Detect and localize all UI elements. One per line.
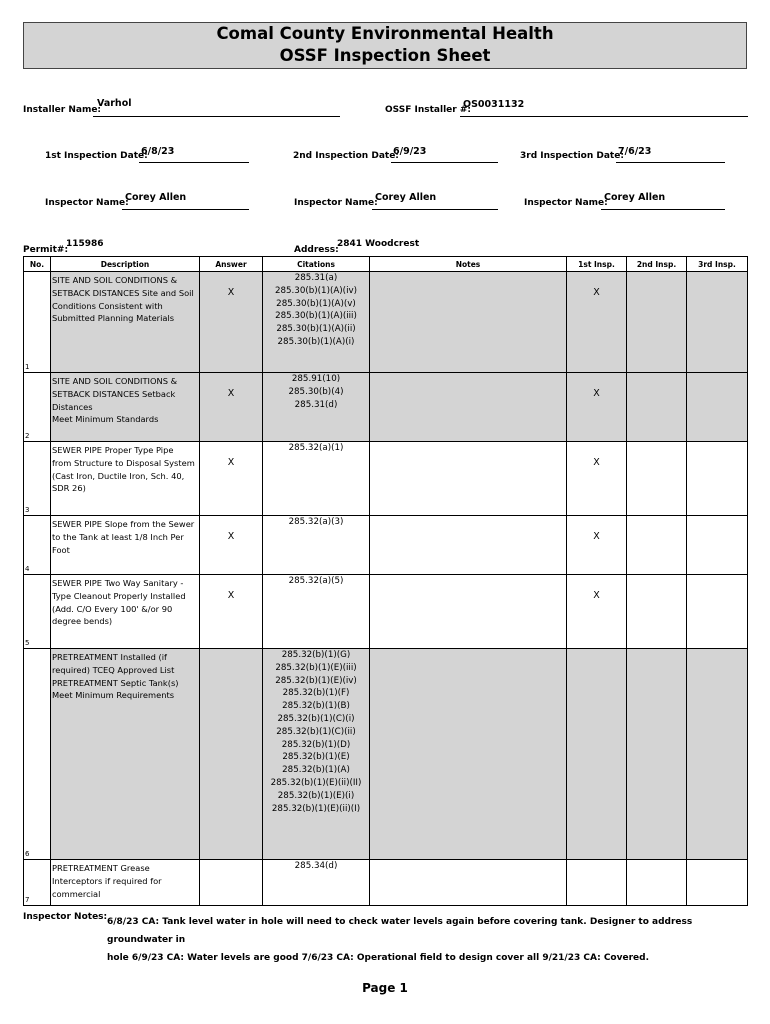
- row-number-cell: [24, 649, 51, 860]
- answer-mark: X: [227, 457, 235, 468]
- citation: 285.31(a): [294, 273, 338, 283]
- description-line: SEWER PIPE Slope from the Sewer: [52, 519, 195, 529]
- second-inspection-date-value[interactable]: 6/9/23: [393, 146, 427, 157]
- description-line: Distances: [52, 401, 93, 412]
- first-insp-mark: X: [593, 388, 600, 399]
- address-label: Address:: [294, 245, 339, 255]
- permit-label: Permit#:: [23, 245, 69, 255]
- third-insp-cell[interactable]: [687, 373, 748, 442]
- description-line: Foot: [52, 544, 70, 555]
- answer-cell[interactable]: [200, 575, 263, 649]
- citation: 285.30(b)(1)(A)(ii): [276, 324, 356, 335]
- first-inspector-name-value[interactable]: Corey Allen: [125, 192, 187, 203]
- installer-number-line: [460, 116, 748, 117]
- second-inspector-name-label: Inspector Name:: [294, 198, 378, 208]
- description-line: PRETREATMENT Septic Tank(s): [52, 677, 179, 688]
- description-line: Interceptors if required for: [52, 875, 162, 886]
- third-insp-cell[interactable]: [687, 272, 748, 373]
- citation: 285.32(b)(1)(G): [281, 650, 351, 660]
- description-line: Type Cleanout Properly Installed: [52, 590, 186, 601]
- third-insp-cell[interactable]: [687, 860, 748, 906]
- row-number-cell: [24, 442, 51, 516]
- title-county: Comal County Environmental Health: [216, 24, 554, 43]
- notes-cell[interactable]: [370, 272, 567, 373]
- header-description: Description: [51, 257, 200, 272]
- first-insp-cell[interactable]: [567, 442, 627, 516]
- notes-cell[interactable]: [370, 649, 567, 860]
- second-insp-cell[interactable]: [627, 442, 687, 516]
- citation: 285.34(d): [294, 861, 338, 871]
- notes-cell[interactable]: [370, 442, 567, 516]
- installer-name-value[interactable]: Varhol: [97, 98, 132, 109]
- second-inspector-name-line: [372, 209, 498, 210]
- third-inspector-name-value[interactable]: Corey Allen: [604, 192, 666, 203]
- citation: 285.32(b)(1)(B): [282, 701, 350, 712]
- inspector-notes-label: Inspector Notes:: [23, 912, 108, 922]
- citations-cell: [263, 373, 370, 442]
- header-answer: Answer: [200, 257, 263, 272]
- citations-cell: [263, 272, 370, 373]
- header-notes: Notes: [370, 257, 567, 272]
- notes-cell[interactable]: [370, 575, 567, 649]
- answer-mark: X: [227, 287, 235, 298]
- citations-cell: [263, 575, 370, 649]
- second-inspection-date-label: 2nd Inspection Date:: [293, 151, 399, 161]
- description-cell: [51, 272, 200, 373]
- inspector-notes-line1: 6/8/23 CA: Tank level water in hole will need to check water levels again before covering tank. Designer to address groundwater in: [107, 917, 693, 945]
- citation: 285.91(10): [291, 374, 341, 384]
- description-line: (Add. C/O Every 100' &/or 90: [52, 603, 173, 614]
- row-number-cell: [24, 516, 51, 575]
- first-insp-cell[interactable]: [567, 373, 627, 442]
- answer-cell[interactable]: [200, 860, 263, 906]
- citations-cell: [263, 516, 370, 575]
- third-inspection-date-value[interactable]: 7/6/23: [618, 146, 652, 157]
- table-row: [24, 442, 748, 516]
- third-inspector-name-label: Inspector Name:: [524, 198, 608, 208]
- answer-cell[interactable]: [200, 272, 263, 373]
- second-insp-cell[interactable]: [627, 516, 687, 575]
- row-number: 4: [25, 565, 30, 573]
- citation: 285.32(b)(1)(C)(i): [277, 713, 355, 724]
- inspection-table: [23, 256, 748, 906]
- citation: 285.32(b)(1)(E)(iv): [275, 675, 357, 686]
- description-line: PRETREATMENT Grease: [52, 863, 150, 873]
- citation: 285.32(a)(3): [288, 517, 344, 527]
- second-inspector-name-value[interactable]: Corey Allen: [375, 192, 437, 203]
- third-inspection-date-label: 3rd Inspection Date:: [520, 151, 624, 161]
- first-inspector-name-line: [122, 209, 249, 210]
- row-number: 1: [25, 363, 30, 371]
- inspector-notes-text: [107, 913, 727, 967]
- answer-mark: X: [227, 388, 235, 399]
- citations-cell: [263, 442, 370, 516]
- citation: 285.32(b)(1)(E)(ii)(I): [271, 803, 361, 814]
- table-row: [24, 649, 748, 860]
- citation: 285.32(a)(5): [288, 576, 344, 586]
- first-insp-mark: X: [593, 531, 600, 542]
- description-line: degree bends): [52, 616, 113, 627]
- answer-cell[interactable]: [200, 649, 263, 860]
- second-insp-cell[interactable]: [627, 860, 687, 906]
- description-line: required) TCEQ Approved List: [52, 664, 175, 675]
- citation: 285.32(a)(1): [288, 443, 344, 453]
- citation: 285.30(b)(1)(A)(iv): [274, 285, 358, 296]
- citations-cell: [263, 860, 370, 906]
- description-cell: [51, 373, 200, 442]
- citation: 285.30(b)(1)(A)(i): [277, 336, 355, 347]
- title-box: [23, 22, 747, 69]
- description-line: SITE AND SOIL CONDITIONS &: [52, 275, 178, 285]
- installer-name-line: [93, 116, 340, 117]
- first-insp-cell[interactable]: [567, 516, 627, 575]
- citation: 285.32(b)(1)(C)(ii): [276, 726, 356, 737]
- description-cell: [51, 442, 200, 516]
- description-line: SETBACK DISTANCES Site and Soil: [52, 287, 194, 298]
- header-no: No.: [24, 257, 51, 272]
- row-number: 3: [25, 506, 30, 514]
- second-inspection-date-line: [391, 162, 498, 163]
- first-inspection-date-value[interactable]: 6/8/23: [141, 146, 175, 157]
- row-number-cell: [24, 860, 51, 906]
- third-insp-cell[interactable]: [687, 442, 748, 516]
- description-line: (Cast Iron, Ductile Iron, Sch. 40,: [52, 470, 185, 481]
- installer-name-label: Installer Name:: [23, 105, 102, 115]
- first-insp-cell[interactable]: [567, 649, 627, 860]
- description-cell: [51, 860, 200, 906]
- third-insp-cell[interactable]: [687, 516, 748, 575]
- description-line: Conditions Consistent with: [52, 300, 163, 311]
- answer-mark: X: [227, 590, 235, 601]
- installer-number-label: OSSF Installer #:: [385, 105, 471, 115]
- row-number-cell: [24, 272, 51, 373]
- row-number-cell: [24, 373, 51, 442]
- table-row: [24, 860, 748, 906]
- description-line: Meet Minimum Standards: [52, 414, 159, 425]
- citation: 285.32(b)(1)(E)(i): [277, 790, 355, 801]
- header-third-insp: 3rd Insp.: [687, 257, 748, 272]
- first-insp-mark: X: [593, 590, 600, 601]
- title-sheet: OSSF Inspection Sheet: [279, 46, 491, 65]
- second-insp-cell[interactable]: [627, 373, 687, 442]
- description-line: Submitted Planning Materials: [52, 313, 175, 324]
- row-number: 5: [25, 639, 30, 647]
- description-cell: [51, 575, 200, 649]
- third-insp-cell[interactable]: [687, 649, 748, 860]
- first-insp-cell[interactable]: [567, 860, 627, 906]
- notes-cell[interactable]: [370, 516, 567, 575]
- second-insp-cell[interactable]: [627, 649, 687, 860]
- address-value[interactable]: 2841 Woodcrest: [337, 239, 420, 249]
- citation: 285.32(b)(1)(F): [282, 688, 350, 699]
- description-cell: [51, 649, 200, 860]
- third-inspector-name-line: [601, 209, 725, 210]
- table-row: [24, 373, 748, 442]
- citation: 285.32(b)(1)(E): [282, 752, 350, 763]
- description-line: SEWER PIPE Proper Type Pipe: [52, 445, 174, 455]
- notes-cell[interactable]: [370, 860, 567, 906]
- second-insp-cell[interactable]: [627, 272, 687, 373]
- page-number: Page 1: [362, 981, 408, 995]
- description-line: from Structure to Disposal System: [52, 457, 195, 468]
- citation: 285.32(b)(1)(E)(iii): [275, 662, 357, 673]
- first-inspector-name-label: Inspector Name:: [45, 198, 129, 208]
- inspector-notes-line2: hole 6/9/23 CA: Water levels are good 7/6/23 CA: Operational field to design cover all 9/21/23 CA: Covered.: [107, 953, 649, 963]
- description-line: SITE AND SOIL CONDITIONS &: [52, 376, 178, 386]
- answer-cell[interactable]: [200, 516, 263, 575]
- answer-cell[interactable]: [200, 442, 263, 516]
- first-insp-cell[interactable]: [567, 272, 627, 373]
- table-row: [24, 575, 748, 649]
- citations-cell: [263, 649, 370, 860]
- citation: 285.30(b)(1)(A)(v): [276, 298, 356, 309]
- row-number: 6: [25, 850, 30, 858]
- citation: 285.32(b)(1)(A): [282, 765, 350, 776]
- description-line: to the Tank at least 1/8 Inch Per: [52, 531, 184, 542]
- description-line: SEWER PIPE Two Way Sanitary -: [52, 578, 184, 588]
- first-inspection-date-line: [139, 162, 249, 163]
- citation: 285.31(d): [294, 399, 338, 410]
- answer-mark: X: [227, 531, 235, 542]
- row-number: 2: [25, 432, 30, 440]
- permit-value[interactable]: 115986: [66, 239, 104, 249]
- answer-cell[interactable]: [200, 373, 263, 442]
- header-second-insp: 2nd Insp.: [627, 257, 687, 272]
- table-row: [24, 516, 748, 575]
- installer-number-value[interactable]: OS0031132: [463, 99, 525, 110]
- description-line: Meet Minimum Requirements: [52, 690, 175, 701]
- third-insp-cell[interactable]: [687, 575, 748, 649]
- first-insp-mark: X: [593, 457, 600, 468]
- row-number-cell: [24, 575, 51, 649]
- citation: 285.30(b)(4): [288, 386, 344, 397]
- citation: 285.32(b)(1)(D): [281, 739, 351, 750]
- third-inspection-date-line: [616, 162, 725, 163]
- first-insp-mark: X: [593, 287, 600, 298]
- description-cell: [51, 516, 200, 575]
- description-line: commercial: [52, 888, 101, 899]
- first-insp-cell[interactable]: [567, 575, 627, 649]
- first-inspection-date-label: 1st Inspection Date:: [45, 151, 148, 161]
- citation: 285.32(b)(1)(E)(ii)(II): [270, 777, 362, 788]
- table-header-row: [24, 257, 748, 272]
- header-first-insp: 1st Insp.: [567, 257, 627, 272]
- description-line: PRETREATMENT Installed (if: [52, 652, 167, 662]
- row-number: 7: [25, 896, 30, 904]
- description-line: SDR 26): [52, 483, 86, 494]
- description-line: SETBACK DISTANCES Setback: [52, 388, 176, 399]
- second-insp-cell[interactable]: [627, 575, 687, 649]
- notes-cell[interactable]: [370, 373, 567, 442]
- table-row: [24, 272, 748, 373]
- citation: 285.30(b)(1)(A)(iii): [275, 311, 357, 322]
- header-citations: Citations: [263, 257, 370, 272]
